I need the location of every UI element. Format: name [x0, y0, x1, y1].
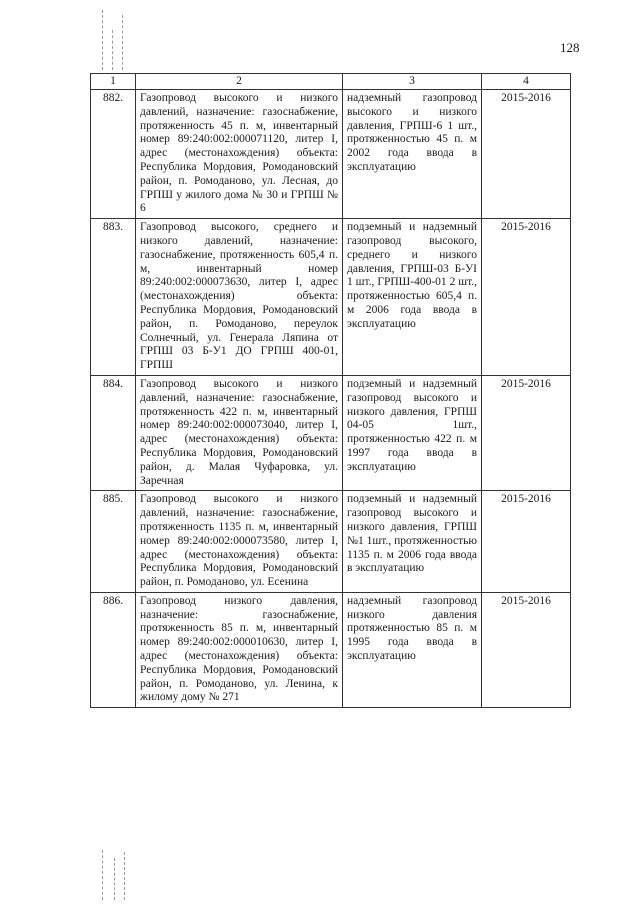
- period: 2015-2016: [482, 592, 571, 707]
- period: 2015-2016: [482, 375, 571, 490]
- period: 2015-2016: [482, 219, 571, 376]
- table-header-row: [91, 74, 571, 90]
- table-row: [91, 491, 571, 593]
- row-number: 883.: [91, 219, 136, 376]
- row-number: 882.: [91, 90, 136, 219]
- object-characteristics: надземный газопровод высокого и низкого давления, ГРПШ-6 1 шт., протяженностью 45 п. м 2002 года ввода в эксплуатацию: [343, 90, 482, 219]
- column-header: 4: [482, 74, 571, 90]
- row-number: 885.: [91, 491, 136, 593]
- page-number: 128: [560, 40, 580, 55]
- column-header: 1: [91, 74, 136, 90]
- object-characteristics: подземный и надземный газопровод высокого и низкого давления, ГРПШ №1 1шт., протяженностью 1135 п. м 2006 года ввода в эксплуатацию: [343, 491, 482, 593]
- object-description: Газопровод высокого и низкого давлений, назначение: газоснабжение, протяженность 45 п. м, инвентарный номер 89:240:002:000071120, литер I, адрес (местонахождения) объекта: Республика Мордовия, Ромодановский район, п. Ромоданово, ул. Лесная, до ГРПШ у жилого дома № 30 и ГРПШ № 6: [136, 90, 343, 219]
- row-number: 884.: [91, 375, 136, 490]
- object-description: Газопровод высокого и низкого давлений, назначение: газоснабжение, протяженность 422 п. м, инвентарный номер 89:240:002:000073040, литер I, адрес (местонахождения) объекта: Республика Мордовия, Ромодановский район, д. Малая Чуфаровка, ул. Заречная: [136, 375, 343, 490]
- table-row: [91, 592, 571, 707]
- object-description: Газопровод низкого давления, назначение: газоснабжение, протяженность 85 п. м, инвентарный номер 89:240:002:000010630, литер I, адрес (местонахождения) объекта: Республика Мордовия, Ромодановский район, п. Ромоданово, ул. Ленина, к жилому дому № 271: [136, 592, 343, 707]
- registry-table: [90, 73, 571, 708]
- object-description: Газопровод высокого, среднего и низкого давлений, назначение: газоснабжение, протяженность 605,4 п. м, инвентарный номер 89:240:002:000073630, литер I, адрес (местонахождения) объекта: Республика Мордовия, Ромодановский район, п. Ромоданово, переулок Солнечный, ул. Генерала Ляпина от ГРПШ 03 Б-У1 ДО ГРПШ 400-01, ГРПШ: [136, 219, 343, 376]
- period: 2015-2016: [482, 491, 571, 593]
- object-characteristics: надземный газопровод низкого давления протяженностью 85 п. м 1995 года ввода в эксплуатацию: [343, 592, 482, 707]
- column-header: 3: [343, 74, 482, 90]
- object-description: Газопровод высокого и низкого давлений, назначение: газоснабжение, протяженность 1135 п. м, инвентарный номер 89:240:002:000073580, литер I, адрес (местонахождения) объекта: Республика Мордовия, Ромодановский район, п. Ромоданово, ул. Есенина: [136, 491, 343, 593]
- table-row: [91, 219, 571, 376]
- period: 2015-2016: [482, 90, 571, 219]
- table-row: [91, 90, 571, 219]
- object-characteristics: подземный и надземный газопровод высокого, среднего и низкого давления, ГРПШ-03 Б-УI 1 шт., ГРПШ-400-01 2 шт., протяженностью 605,4 п. м 2006 года ввода в эксплуатацию: [343, 219, 482, 376]
- row-number: 886.: [91, 592, 136, 707]
- object-characteristics: подземный и надземный газопровод высокого и низкого давления, ГРПШ 04-05 1шт., протяженностью 422 п. м 1997 года ввода в эксплуатацию: [343, 375, 482, 490]
- column-header: 2: [136, 74, 343, 90]
- table-row: [91, 375, 571, 490]
